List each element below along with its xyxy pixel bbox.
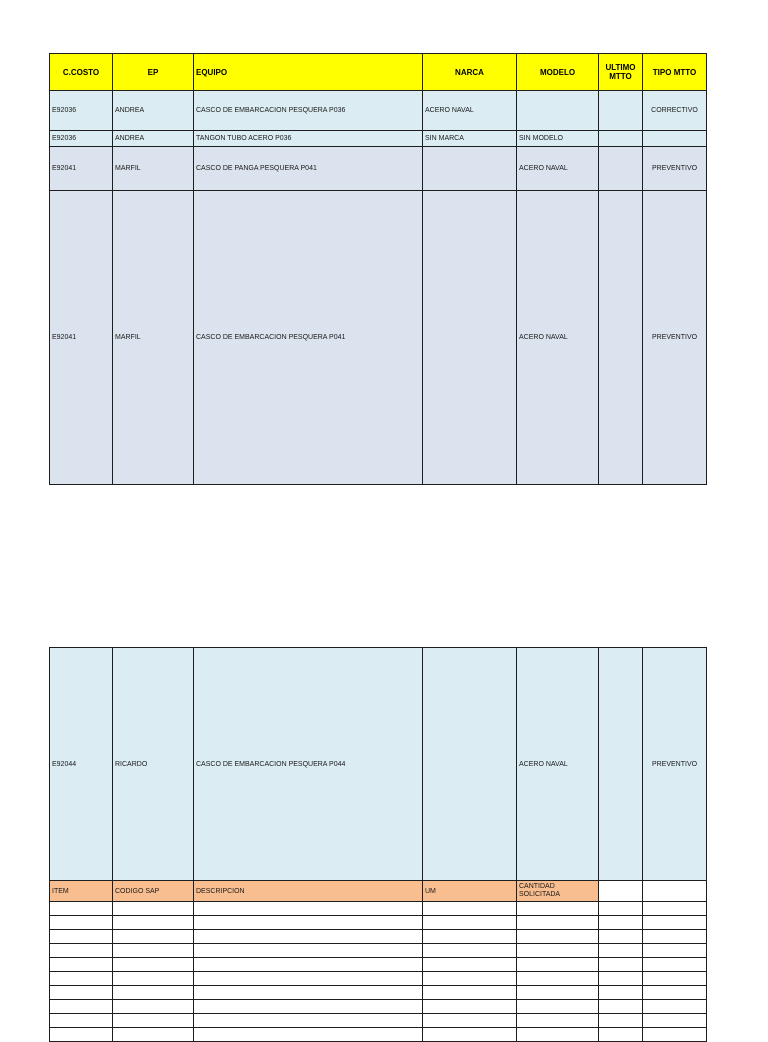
maintenance-table-1: [49, 53, 707, 485]
cell-equipo: CASCO DE EMBARCACION PESQUERA P044: [194, 648, 423, 881]
empty-cell: [194, 944, 423, 958]
cell-costo: E92041: [50, 147, 113, 191]
empty-cell: [423, 1028, 517, 1042]
empty-cell: [423, 1000, 517, 1014]
empty-cell: [599, 930, 643, 944]
cell-modelo: ACERO NAVAL: [517, 648, 599, 881]
empty-cell: [113, 958, 194, 972]
item-row: [50, 958, 707, 972]
cell-modelo: [517, 91, 599, 131]
empty-cell: [599, 1014, 643, 1028]
cell-ep: MARFIL: [113, 147, 194, 191]
empty-cell: [599, 1000, 643, 1014]
cell-costo: E92041: [50, 191, 113, 485]
empty-cell: [50, 1000, 113, 1014]
item-row: [50, 1000, 707, 1014]
cell-modelo: ACERO NAVAL: [517, 191, 599, 485]
cell-ultimo: [599, 648, 643, 881]
empty-cell: [599, 902, 643, 916]
empty-cell: [643, 1000, 707, 1014]
empty-cell: [113, 1014, 194, 1028]
empty-cell: [50, 986, 113, 1000]
empty-cell: [517, 958, 599, 972]
cell-ultimo: [599, 131, 643, 147]
table-row: [50, 191, 707, 485]
empty-cell: [423, 972, 517, 986]
item-row: [50, 916, 707, 930]
empty-cell: [517, 902, 599, 916]
item-row: [50, 972, 707, 986]
cell-costo: E92044: [50, 648, 113, 881]
empty-cell: [599, 972, 643, 986]
empty-cell: [517, 1028, 599, 1042]
empty-cell: [423, 958, 517, 972]
cell-marca: [423, 191, 517, 485]
empty-cell: [50, 958, 113, 972]
empty-cell: [113, 1028, 194, 1042]
cell-marca: ACERO NAVAL: [423, 91, 517, 131]
empty-cell: [643, 1014, 707, 1028]
cell-modelo: ACERO NAVAL: [517, 147, 599, 191]
empty-cell: [50, 916, 113, 930]
empty-cell: [113, 986, 194, 1000]
item-row: [50, 1014, 707, 1028]
header-marca: NARCA: [423, 54, 517, 91]
empty-cell: [423, 944, 517, 958]
empty-cell: [423, 902, 517, 916]
cell-ep: RICARDO: [113, 648, 194, 881]
items-header-cantidad: CANTIDAD SOLICITADA: [517, 881, 599, 902]
empty-cell: [194, 902, 423, 916]
header-c-costo: C.COSTO: [50, 54, 113, 91]
cell-tipo: PREVENTIVO: [643, 147, 707, 191]
cell-marca: SIN MARCA: [423, 131, 517, 147]
item-row: [50, 986, 707, 1000]
header-equipo: EQUIPO: [194, 54, 423, 91]
maintenance-table-2: [49, 647, 707, 1042]
cell-equipo: CASCO DE PANGA PESQUERA P041: [194, 147, 423, 191]
items-header-um: UM: [423, 881, 517, 902]
cell-ep: MARFIL: [113, 191, 194, 485]
empty-cell: [599, 1028, 643, 1042]
empty-cell: [599, 986, 643, 1000]
cell-ep: ANDREA: [113, 131, 194, 147]
empty-cell: [517, 930, 599, 944]
header-tipo-mtto: TIPO MTTO: [643, 54, 707, 91]
empty-cell: [50, 1014, 113, 1028]
empty-cell: [194, 930, 423, 944]
empty-cell: [423, 930, 517, 944]
empty-cell: [194, 1014, 423, 1028]
items-header-row: [50, 881, 707, 902]
empty-cell: [194, 1000, 423, 1014]
empty-cell: [643, 902, 707, 916]
item-row: [50, 1028, 707, 1042]
cell-ultimo: [599, 191, 643, 485]
cell-ultimo: [599, 147, 643, 191]
items-header-blank: [643, 881, 707, 902]
empty-cell: [113, 972, 194, 986]
empty-cell: [643, 930, 707, 944]
empty-cell: [599, 944, 643, 958]
empty-cell: [194, 972, 423, 986]
header-row: [50, 54, 707, 91]
empty-cell: [50, 1028, 113, 1042]
cell-tipo: CORRECTIVO: [643, 91, 707, 131]
cell-tipo: [643, 131, 707, 147]
empty-cell: [643, 972, 707, 986]
empty-cell: [113, 944, 194, 958]
header-ultimo-mtto: ULTIMO MTTO: [599, 54, 643, 91]
cell-tipo: PREVENTIVO: [643, 191, 707, 485]
empty-cell: [423, 986, 517, 1000]
empty-cell: [113, 916, 194, 930]
header-modelo: MODELO: [517, 54, 599, 91]
empty-cell: [194, 1028, 423, 1042]
item-row: [50, 902, 707, 916]
empty-cell: [194, 986, 423, 1000]
header-ep: EP: [113, 54, 194, 91]
items-header-descripcion: DESCRIPCION: [194, 881, 423, 902]
cell-equipo: CASCO DE EMBARCACION PESQUERA P036: [194, 91, 423, 131]
empty-cell: [50, 972, 113, 986]
items-header-codigo-sap: CODIGO SAP: [113, 881, 194, 902]
cell-ultimo: [599, 91, 643, 131]
empty-cell: [517, 1014, 599, 1028]
empty-cell: [423, 916, 517, 930]
empty-cell: [599, 958, 643, 972]
items-header-item: ITEM: [50, 881, 113, 902]
cell-marca: [423, 147, 517, 191]
empty-cell: [113, 1000, 194, 1014]
empty-cell: [643, 1028, 707, 1042]
table-row: [50, 648, 707, 881]
table-row: [50, 91, 707, 131]
cell-costo: E92036: [50, 91, 113, 131]
item-row: [50, 944, 707, 958]
empty-cell: [50, 930, 113, 944]
empty-cell: [643, 944, 707, 958]
empty-cell: [643, 958, 707, 972]
table-row: [50, 147, 707, 191]
empty-cell: [517, 972, 599, 986]
empty-cell: [517, 986, 599, 1000]
empty-cell: [50, 944, 113, 958]
cell-equipo: CASCO DE EMBARCACION PESQUERA P041: [194, 191, 423, 485]
empty-cell: [517, 1000, 599, 1014]
empty-cell: [599, 916, 643, 930]
cell-equipo: TANGON TUBO ACERO P036: [194, 131, 423, 147]
empty-cell: [113, 902, 194, 916]
cell-modelo: SIN MODELO: [517, 131, 599, 147]
cell-costo: E92036: [50, 131, 113, 147]
empty-cell: [643, 986, 707, 1000]
empty-cell: [50, 902, 113, 916]
empty-cell: [643, 916, 707, 930]
empty-cell: [194, 916, 423, 930]
cell-marca: [423, 648, 517, 881]
empty-cell: [113, 930, 194, 944]
items-header-blank: [599, 881, 643, 902]
item-row: [50, 930, 707, 944]
empty-cell: [517, 916, 599, 930]
cell-tipo: PREVENTIVO: [643, 648, 707, 881]
empty-cell: [423, 1014, 517, 1028]
table-row: [50, 131, 707, 147]
empty-cell: [517, 944, 599, 958]
empty-cell: [194, 958, 423, 972]
cell-ep: ANDREA: [113, 91, 194, 131]
